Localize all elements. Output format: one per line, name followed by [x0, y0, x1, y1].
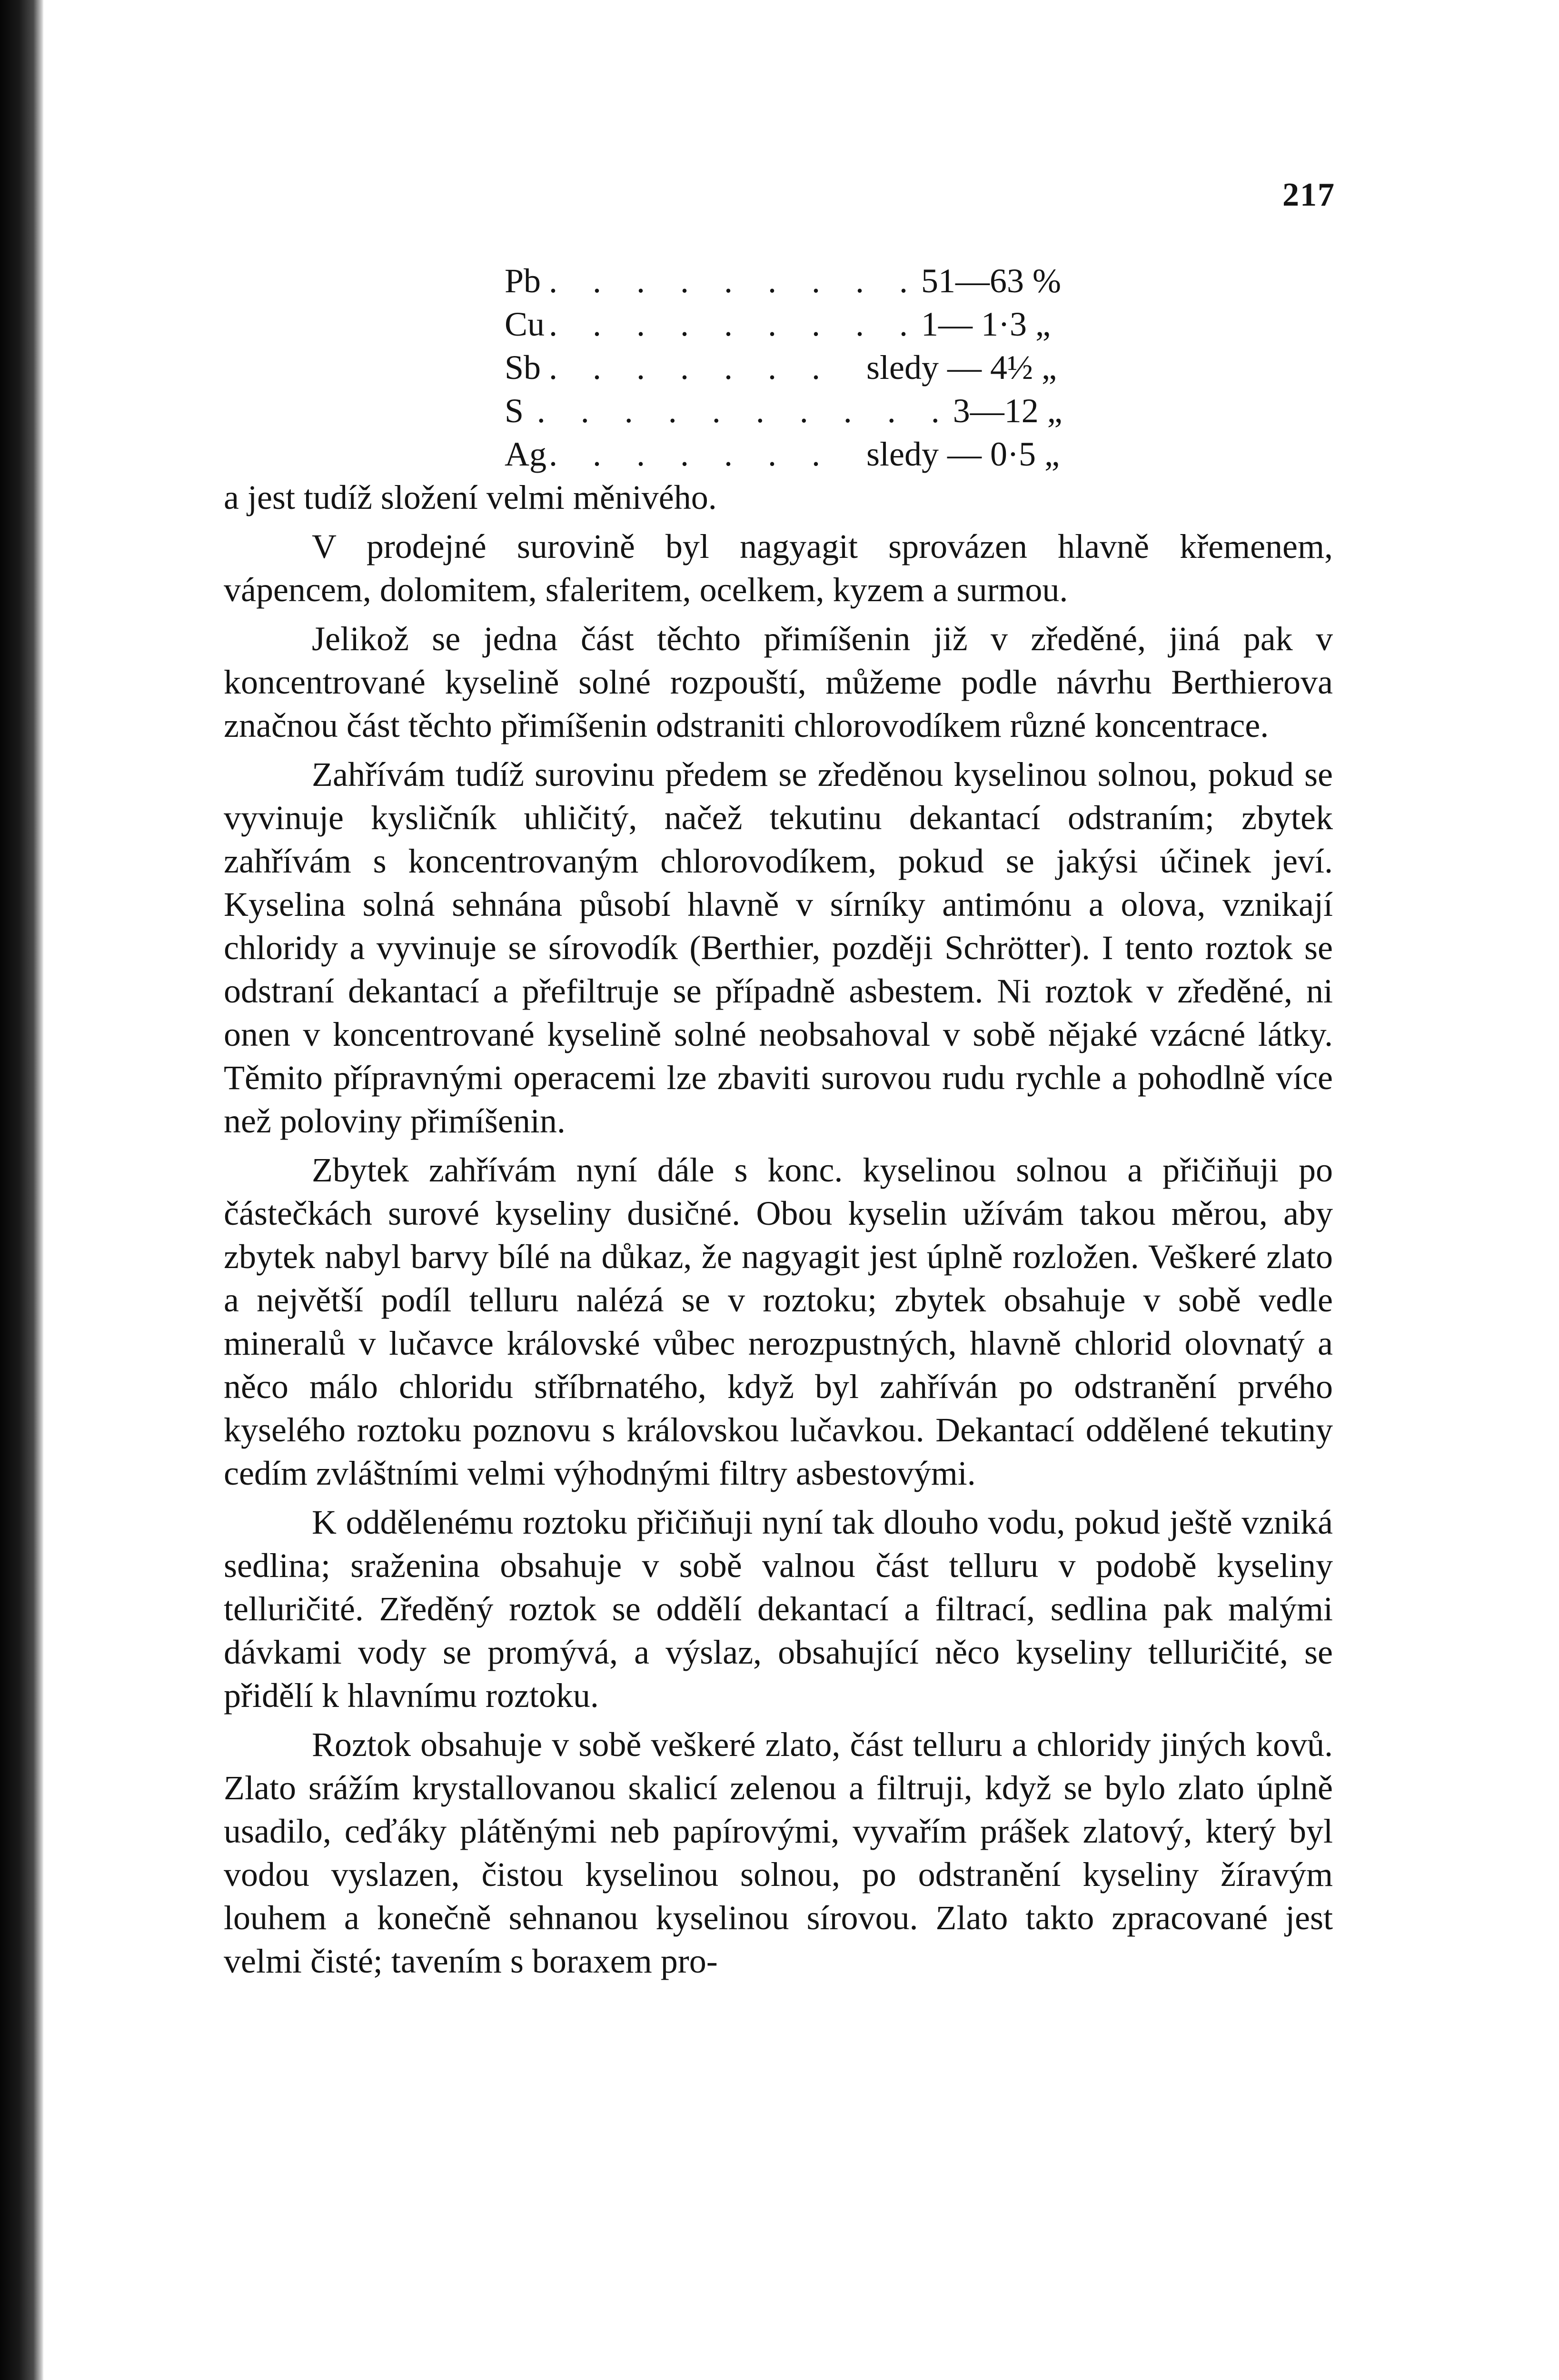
paragraph-nitric-treatment: Zbytek zahřívám nyní dále s konc. kyselinou solnou a přičiňuji po částečkách surové kyseliny dusičné. Obou kyselin užívám takou měrou, aby zbytek nabyl barvy bílé na důkaz, že nagyagit jest úplně rozložen. Veškeré zlato a největší podíl telluru nalézá se v roztoku; zbytek obsahuje v sobě vedle mineralů v lučavce královské vůbec nerozpustných, hlavně chlorid olovnatý a něco málo chloridu stříbrnatého, když byl zahříván po odstranění prvého kyselého roztoku poznovu s královskou lučavkou. Dekantací oddělené tekutiny cedím zvláštními velmi výhodnými filtry asbestovými.: [224, 1151, 1333, 1492]
paragraph-gold-precipitation: Roztok obsahuje v sobě veškeré zlato, část telluru a chloridy jiných kovů. Zlato srážím krystallovanou skalicí zelenou a filtruji, když se bylo zlato úplně usadilo, ceďáky plátěnými neb papírovými, vyvařím prášek zlatový, který byl vodou vyslazen, čistou kyselinou solnou, po odstranění kyseliny žíravým louhem a konečně sehnanou kyselinou sírovou. Zlato takto zpracované jest velmi čisté; tavením s boraxem pro-: [224, 1726, 1333, 1980]
element-value: sledy — 4½ „: [866, 348, 1057, 387]
paragraph-composition-summary: a jest tudíž složení velmi měnivého.: [224, 478, 717, 516]
composition-row-s: [505, 389, 1123, 433]
paragraph-berthier-method: Jelikož se jedna část těchto přimíšenin již v zředěné, jiná pak v koncentrované kyselině solné rozpouští, můžeme podle návrhu Berthierova značnou část těchto přimíšenin odstraniti chlorovodíkem různé koncentrace.: [224, 620, 1333, 744]
element-value: 1— 1·3 „: [921, 305, 1051, 343]
scan-binding-edge: [0, 0, 44, 2380]
composition-row-ag: [505, 433, 1123, 476]
page-number: 217: [1282, 177, 1335, 213]
element-symbol: S: [505, 392, 524, 430]
element-value: sledy — 0·5 „: [866, 435, 1060, 473]
paragraph-hydrochloric-treatment: Zahřívám tudíž surovinu předem se zředěnou kyselinou solnou, pokud se vyvinuje kysličník uhličitý, načež tekutinu dekantací odstraním; zbytek zahřívám s koncentrovaným chlorovodíkem, pokud se jakýsi účinek jeví. Kyselina solná sehnána působí hlavně v sírníky antimónu a olova, vznikají chloridy a vyvinuje se sírovodík (Berthier, později Schrötter). I tento roztok se odstraní dekantací a přefiltruje se případně asbestem. Ni roztok v zředěné, ni onen v koncentrované kyselině solné neobsahoval v sobě nějaké vzácné látky. Těmito přípravnými operacemi lze zbaviti surovou rudu rychle a pohodlně více než poloviny přimíšenin.: [224, 755, 1333, 1140]
composition-row-sb: [505, 346, 1123, 389]
element-symbol: Ag: [505, 435, 546, 473]
element-value: 51—63 %: [921, 262, 1061, 300]
composition-row-pb: [505, 259, 1123, 303]
leader-dots: . . . . . . .: [549, 435, 834, 473]
body-text: [224, 476, 1333, 1983]
element-symbol: Pb: [505, 262, 541, 300]
leader-dots: . . . . . . .: [549, 348, 834, 387]
paragraph-tellurium-precipitation: K oddělenému roztoku přičiňuji nyní tak dlouho vodu, pokud ještě vzniká sedlina; sraženina obsahuje v sobě valnou část telluru v podobě kyseliny telluričité. Zředěný roztok se oddělí dekantací a filtrací, sedlina pak malými dávkami vody se promývá, a výslaz, obsahující něco kyseliny telluričité, se přidělí k hlavnímu roztoku.: [224, 1503, 1333, 1715]
leader-dots: . . . . . . . . .: [549, 305, 921, 343]
leader-dots: . . . . . . . . . .: [536, 392, 953, 430]
composition-table: [505, 259, 1123, 476]
composition-row-cu: [505, 303, 1123, 346]
element-symbol: Sb: [505, 348, 541, 387]
element-symbol: Cu: [505, 305, 545, 343]
element-value: 3—12 „: [953, 392, 1063, 430]
paragraph-raw-material: V prodejné surovině byl nagyagit sprovázen hlavně křemenem, vápencem, dolomitem, sfaleritem, ocelkem, kyzem a surmou.: [224, 527, 1333, 609]
leader-dots: . . . . . . . . .: [549, 262, 921, 300]
